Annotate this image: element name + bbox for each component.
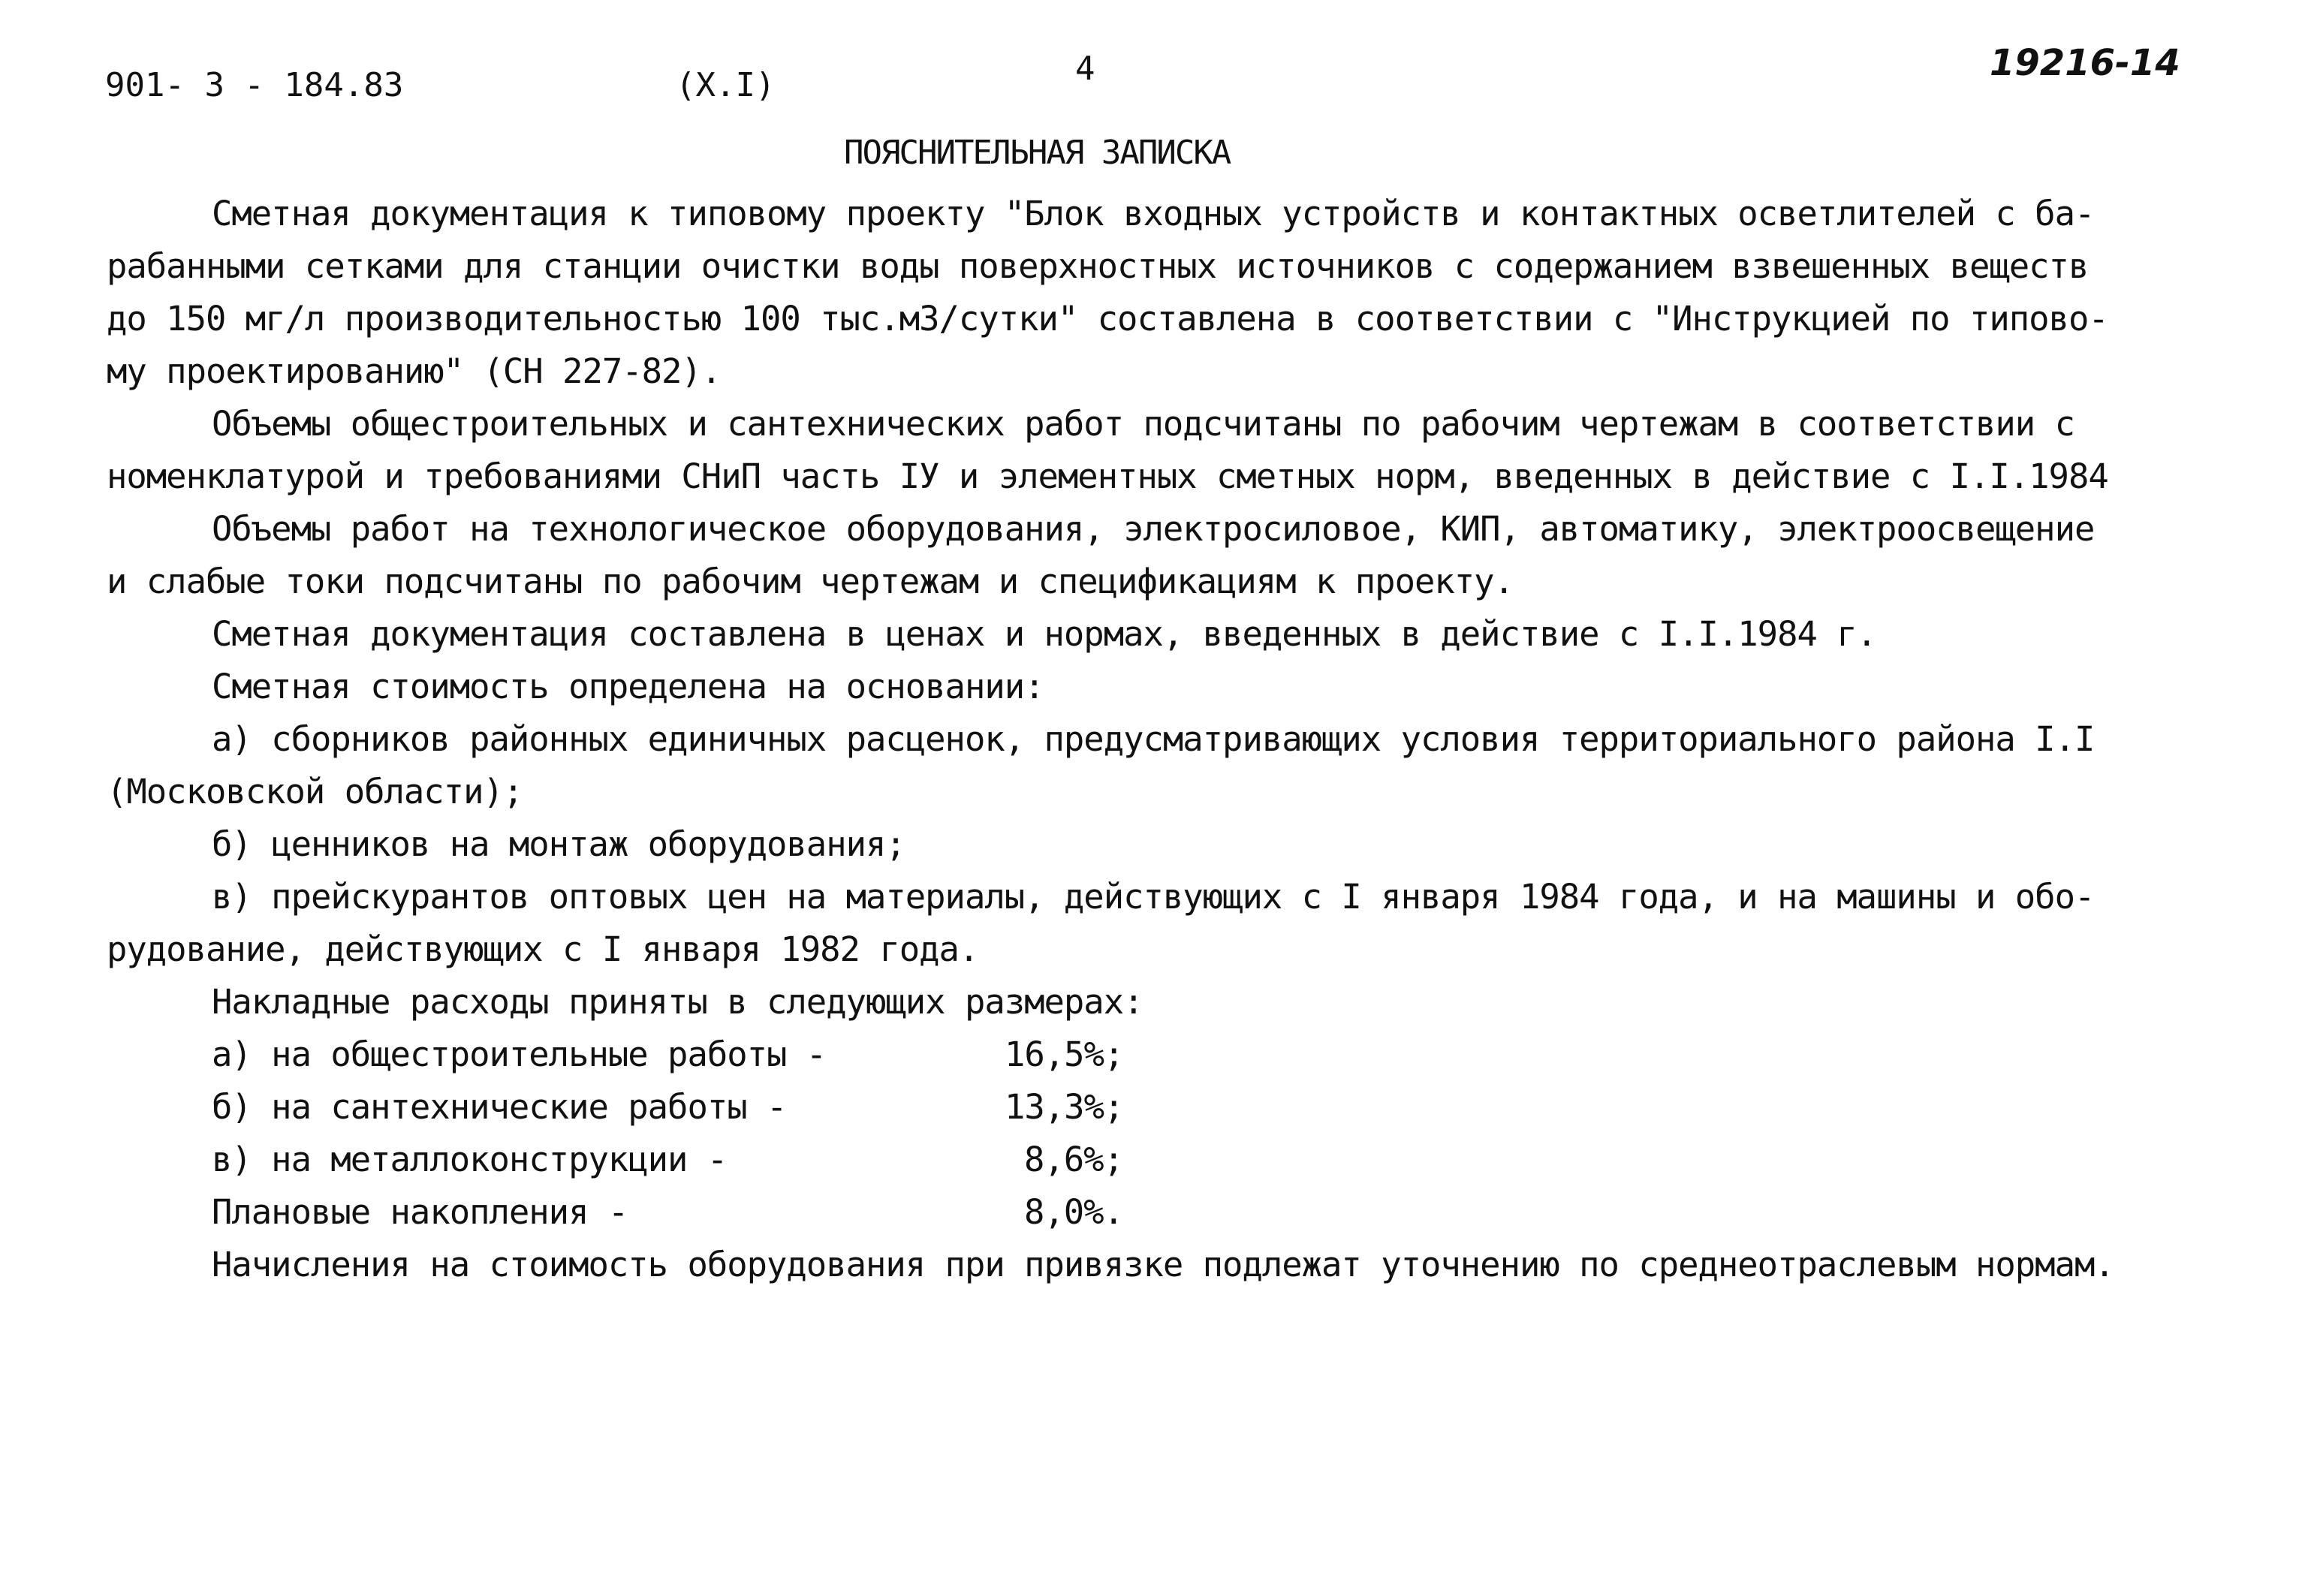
- paragraph-line: Сметная документация составлена в ценах и нормах, введенных в действие с I.I.1984 г.: [212, 614, 1877, 654]
- list-item: б) ценников на монтаж оборудования;: [212, 824, 905, 864]
- paragraph-line: до 150 мг/л производительностью 100 тыс.м3/сутки" составлена в соответствии с "Инструкцией по типово-: [107, 299, 2108, 339]
- rate-value: 8,0%.: [1024, 1192, 1123, 1232]
- rate-label: а) на общестроительные работы -: [212, 1034, 827, 1074]
- page-number: 4: [1075, 50, 1095, 88]
- list-item: а) сборников районных единичных расценок, предусматривающих условия территориального района I.I: [212, 719, 2095, 759]
- rate-label: Плановые накопления -: [212, 1192, 628, 1232]
- paragraph-line: Объемы работ на технологическое оборудования, электросиловое, КИП, автоматику, электроосвещение: [212, 509, 2095, 549]
- rate-label: в) на металлоконструкции -: [212, 1140, 728, 1179]
- rate-value: 8,6%;: [1024, 1140, 1123, 1179]
- paragraph-line: Сметная стоимость определена на основании:: [212, 667, 1044, 706]
- paragraph-line: рабанными сетками для станции очистки воды поверхностных источников с содержанием взвешенных веществ: [107, 246, 2089, 286]
- document-title: ПОЯСНИТЕЛЬНАЯ ЗАПИСКА: [844, 134, 1231, 172]
- rate-value: 16,5%;: [1005, 1034, 1124, 1074]
- paragraph-line: Накладные расходы приняты в следующих размерах:: [212, 982, 1143, 1022]
- paragraph-line: рудование, действующих с I января 1982 года.: [107, 929, 979, 969]
- list-item: в) прейскурантов оптовых цен на материалы, действующих с I января 1984 года, и на машины и обо-: [212, 877, 2095, 917]
- document-code: 901- 3 - 184.83: [105, 66, 404, 104]
- rate-label: б) на сантехнические работы -: [212, 1087, 787, 1127]
- paragraph-line: Объемы общестроительных и сантехнических работ подсчитаны по рабочим чертежам в соответствии с: [212, 404, 2074, 444]
- rate-value: 13,3%;: [1005, 1087, 1124, 1127]
- archive-number: 19216-14: [1990, 42, 2180, 84]
- paragraph-line: (Московской области);: [107, 772, 523, 812]
- paragraph-line: Сметная документация к типовому проекту "Блок входных устройств и контактных осветлителей с ба-: [212, 194, 2095, 233]
- closing-line: Начисления на стоимость оборудования при привязке подлежат уточнению по среднеотраслевым нормам.: [212, 1245, 2114, 1284]
- paragraph-line: и слабые токи подсчитаны по рабочим чертежам и спецификациям к проекту.: [107, 562, 1514, 601]
- paragraph-line: номенклатурой и требованиями СНиП часть IУ и элементных сметных норм, введенных в действие с I.I.1984: [107, 456, 2108, 496]
- paragraph-line: му проектированию" (СН 227-82).: [107, 351, 722, 391]
- series-label: (X.I): [676, 66, 776, 104]
